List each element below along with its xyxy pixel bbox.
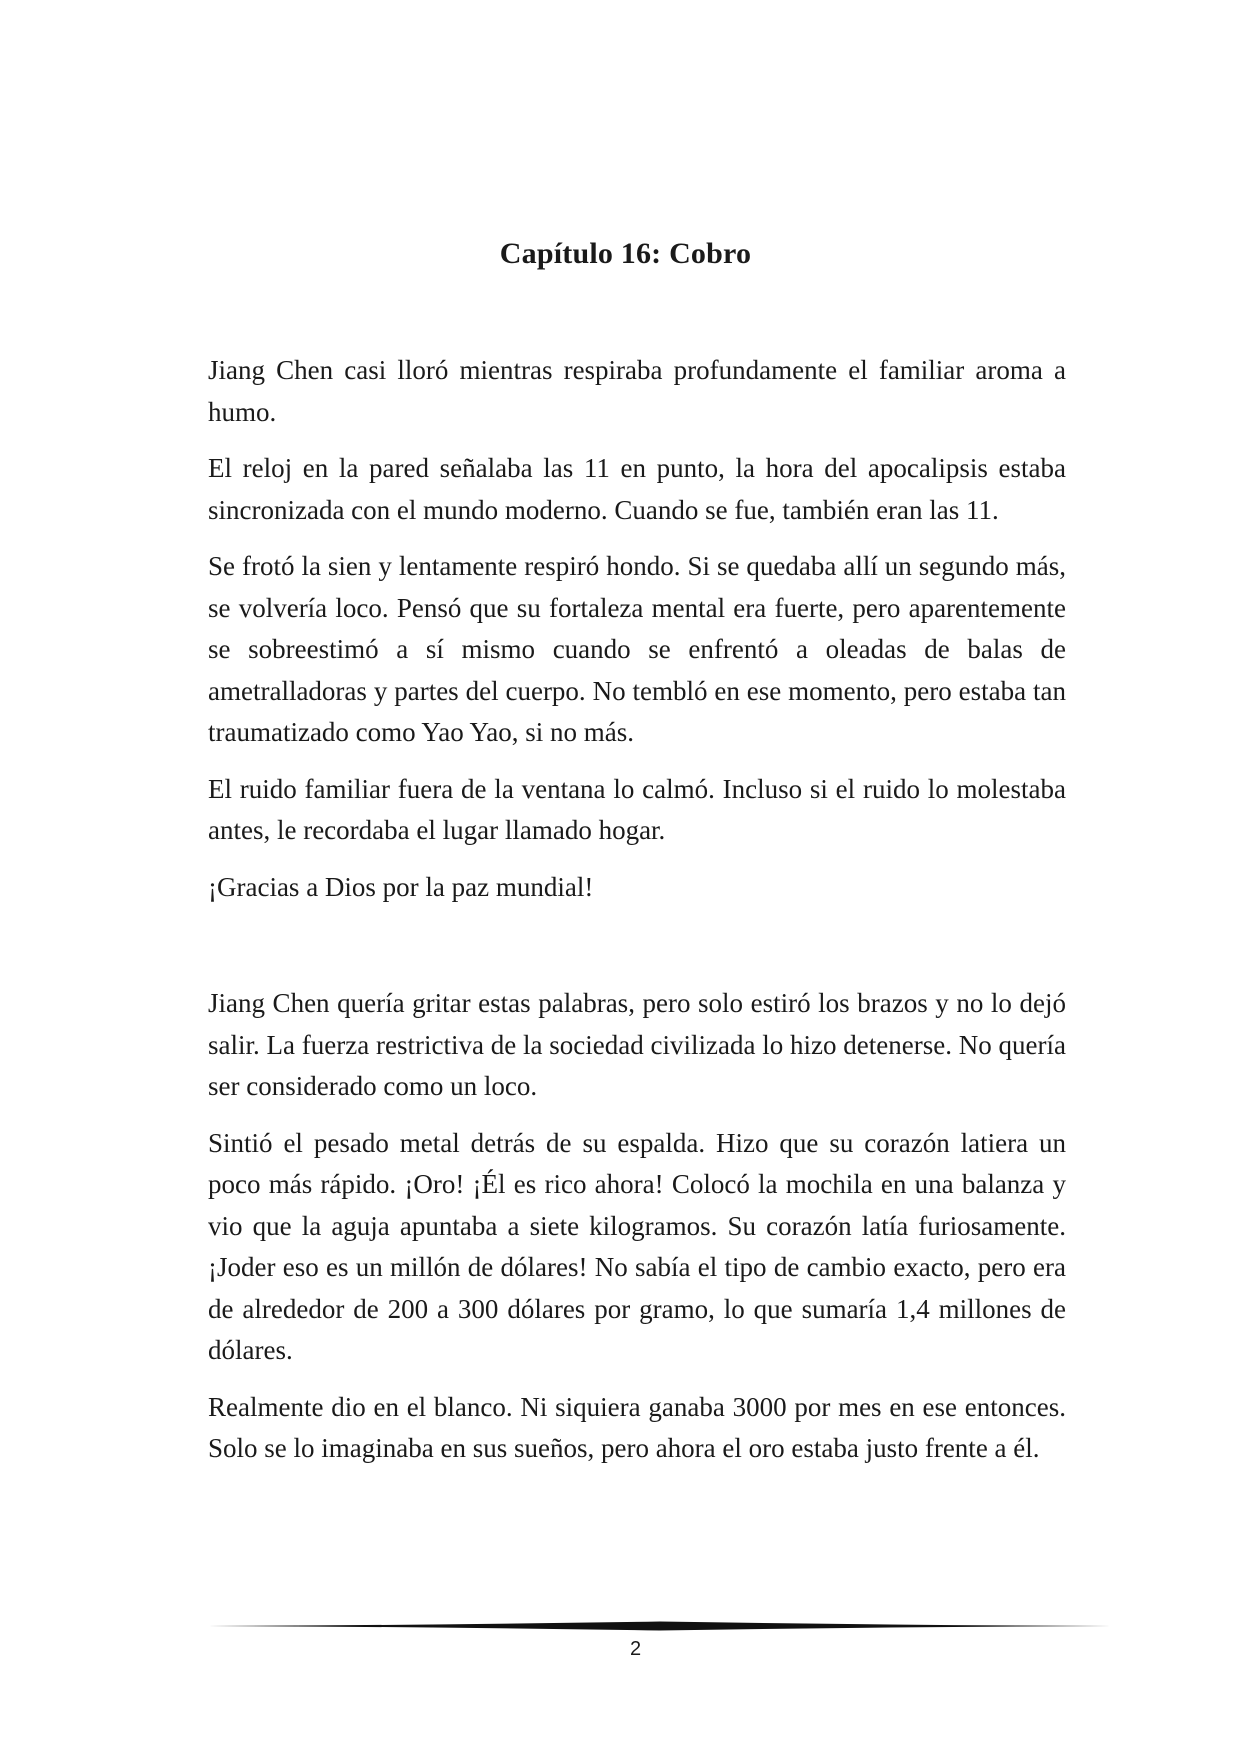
chapter-title: Capítulo 16: Cobro — [499, 237, 752, 270]
footer-divider — [208, 1620, 1111, 1632]
page-number: 2 — [629, 1638, 642, 1660]
paragraph: Realmente dio en el blanco. Ni siquiera ganaba 3000 por mes en ese entonces. Solo se lo imaginaba en sus sueños, pero ahora el oro estaba justo frente a él. — [208, 1391, 1066, 1463]
paragraph: Jiang Chen casi lloró mientras respiraba profundamente el familiar aroma a humo. — [208, 355, 1066, 427]
paragraph: ¡Gracias a Dios por la paz mundial! — [208, 871, 594, 902]
paragraph: Jiang Chen quería gritar estas palabras, pero solo estiró los brazos y no lo dejó salir. La fuerza restrictiva de la sociedad civilizada lo hizo detenerse. No quería ser considerado como un loco. — [208, 988, 1066, 1101]
chapter-body — [208, 350, 1066, 1470]
paragraph: El reloj en la pared señalaba las 11 en punto, la hora del apocalipsis estaba sincronizada con el mundo moderno. Cuando se fue, también eran las 11. — [208, 453, 1066, 525]
paragraph: Se frotó la sien y lentamente respiró hondo. Si se quedaba allí un segundo más, se volvería loco. Pensó que su fortaleza mental era fuerte, pero aparentemente se sobreestimó a sí mismo cuando se enfrentó a oleadas de balas de ametralladoras y partes del cuerpo. No tembló en ese momento, pero estaba tan traumatizado como Yao Yao, si no más. — [208, 551, 1066, 747]
paragraph: El ruido familiar fuera de la ventana lo calmó. Incluso si el ruido lo molestaba antes, le recordaba el lugar llamado hogar. — [208, 773, 1066, 845]
paragraph: Sintió el pesado metal detrás de su espalda. Hizo que su corazón latiera un poco más rápido. ¡Oro! ¡Él es rico ahora! Colocó la mochila en una balanza y vio que la aguja apuntaba a siete kilogramos. Su corazón latía furiosamente. ¡Joder eso es un millón de dólares! No sabía el tipo de cambio exacto, pero era de alrededor de 200 a 300 dólares por gramo, lo que sumaría 1,4 millones de dólares. — [208, 1127, 1066, 1365]
